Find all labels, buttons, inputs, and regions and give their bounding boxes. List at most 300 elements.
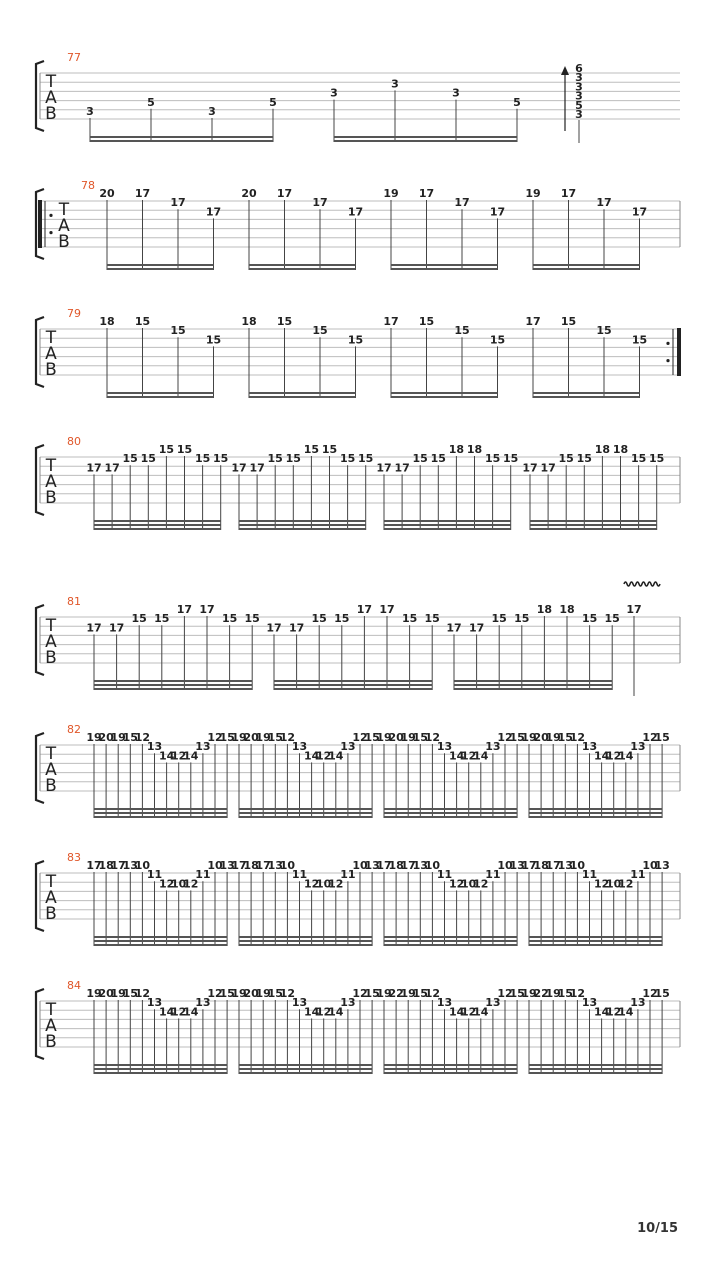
fret-number: 13	[557, 859, 573, 872]
fret-number: 17	[86, 461, 102, 475]
fret-number: 19	[383, 187, 399, 200]
tab-system-82	[36, 723, 680, 818]
beam	[391, 396, 498, 398]
fret-number: 18	[612, 443, 629, 456]
tab-clef-letter: B	[45, 488, 57, 508]
beam	[529, 1068, 662, 1070]
beam	[90, 136, 273, 138]
fret-number: 20	[98, 731, 114, 744]
fret-number: 19	[86, 987, 102, 1000]
fret-number: 15	[122, 731, 138, 744]
tab-system-81	[36, 582, 680, 696]
beam	[239, 528, 366, 530]
fret-number: 13	[654, 859, 670, 872]
fret-number: 12	[158, 877, 175, 891]
fret-number: 12	[497, 731, 513, 744]
beam	[529, 944, 662, 946]
fret-number: 12	[606, 1005, 622, 1019]
fret-number: 19	[376, 731, 392, 744]
fret-number: 3	[86, 105, 94, 118]
fret-number: 15	[334, 612, 350, 626]
fret-number: 15	[276, 315, 293, 328]
fret-number: 19	[521, 987, 537, 1000]
fret-number: 13	[122, 859, 138, 872]
beam	[529, 1072, 662, 1074]
fret-number: 17	[170, 196, 186, 210]
fret-number: 18	[243, 859, 259, 872]
fret-number: 19	[110, 731, 126, 744]
beam-group	[376, 859, 524, 946]
fret-number: 3	[330, 86, 338, 100]
tab-clef-letter: A	[58, 216, 70, 236]
fret-number: 17	[446, 621, 462, 635]
fret-number: 13	[412, 859, 428, 872]
fret-number: 17	[86, 859, 102, 872]
tab-clef-letter: T	[45, 328, 57, 348]
fret-number: 15	[134, 315, 151, 328]
beam	[530, 520, 657, 522]
fret-number: 13	[267, 859, 283, 872]
fret-number: 12	[618, 877, 634, 891]
measure-number: 84	[67, 979, 81, 992]
tab-clef-letter: T	[45, 72, 57, 92]
fret-number: 15	[176, 443, 193, 456]
fret-number: 15	[219, 731, 235, 744]
fret-number: 15	[558, 452, 574, 466]
fret-number: 12	[328, 877, 344, 891]
fret-number: 18	[533, 859, 549, 872]
fret-number: 15	[347, 333, 364, 347]
fret-number: 10	[569, 859, 586, 872]
tab-system-77	[36, 51, 680, 143]
fret-number: 14	[158, 749, 175, 763]
fret-number: 10	[497, 859, 513, 872]
beam	[529, 812, 662, 814]
fret-number: 17	[631, 205, 648, 219]
fret-number: 14	[618, 1005, 634, 1019]
fret-number: 5	[147, 95, 155, 109]
tab-clef-letter: B	[45, 776, 57, 796]
tab-clef-letter: T	[45, 616, 57, 636]
fret-number: 15	[418, 315, 435, 328]
fret-number: 3	[452, 86, 460, 100]
beam	[94, 936, 227, 938]
beam	[529, 808, 662, 810]
beam	[239, 944, 372, 946]
fret-number: 3	[208, 105, 216, 118]
fret-number: 19	[525, 187, 541, 200]
fret-number: 12	[134, 987, 151, 1000]
fret-number: 15	[557, 987, 573, 1000]
beam	[239, 1072, 372, 1074]
fret-number: 18	[448, 443, 465, 456]
beam	[533, 392, 640, 394]
beam	[384, 816, 517, 818]
fret-number: 10	[316, 877, 332, 891]
fret-number: 17	[347, 205, 364, 219]
fret-number: 15	[412, 731, 428, 744]
fret-number: 13	[485, 996, 501, 1010]
fret-number: 14	[448, 1005, 465, 1019]
fret-number: 13	[195, 740, 211, 754]
fret-number: 15	[509, 987, 525, 1000]
fret-number: 15	[514, 612, 530, 626]
fret-number: 12	[642, 731, 658, 744]
beam	[239, 940, 372, 942]
beam	[239, 1068, 372, 1070]
fret-number: 10	[424, 859, 441, 872]
fret-number: 10	[461, 877, 477, 891]
fret-number: 12	[448, 877, 465, 891]
beam	[454, 680, 612, 682]
fret-number: 17	[356, 603, 373, 616]
repeat-dot	[49, 231, 52, 234]
fret-number: 15	[364, 987, 380, 1000]
beam-group	[521, 859, 669, 946]
fret-number: 11	[485, 868, 501, 882]
chord-fret-number: 3	[575, 71, 583, 85]
beam	[94, 812, 227, 814]
beam-group	[266, 603, 440, 690]
fret-number: 20	[388, 731, 404, 744]
fret-number: 18	[536, 603, 553, 616]
fret-number: 12	[424, 987, 441, 1000]
fret-number: 10	[606, 877, 622, 891]
fret-number: 15	[424, 612, 440, 626]
tab-system-78	[36, 179, 680, 270]
beam	[530, 524, 657, 526]
vibrato-icon	[624, 582, 660, 586]
fret-number: 15	[194, 452, 211, 466]
fret-number: 13	[436, 740, 453, 754]
fret-number: 18	[99, 315, 115, 328]
tab-clef-letter: B	[45, 648, 57, 668]
fret-number: 17	[376, 859, 392, 872]
fret-number: 15	[654, 731, 670, 744]
fret-number: 15	[557, 731, 573, 744]
fret-number: 17	[560, 187, 577, 200]
fret-number: 15	[205, 333, 222, 347]
beam-group	[521, 731, 669, 818]
fret-number: 15	[581, 612, 598, 626]
beam	[529, 816, 662, 818]
fret-number: 19	[110, 987, 126, 1000]
fret-number: 11	[340, 868, 356, 882]
repeat-start-thick-bar	[38, 200, 42, 248]
fret-number: 15	[122, 987, 138, 1000]
beam	[334, 136, 517, 138]
beam-group	[86, 731, 234, 818]
fret-number: 12	[316, 749, 332, 763]
tab-system-80	[36, 435, 680, 530]
fret-number: 15	[412, 987, 428, 1000]
fret-number: 14	[448, 749, 465, 763]
beam	[391, 392, 498, 394]
fret-number: 15	[170, 324, 186, 338]
beam	[384, 940, 517, 942]
fret-number: 15	[430, 452, 446, 466]
fret-number: 17	[276, 187, 293, 200]
fret-number: 13	[364, 859, 380, 872]
fret-number: 13	[630, 740, 646, 754]
tab-system-84	[36, 979, 680, 1074]
fret-number: 15	[401, 612, 418, 626]
fret-number: 17	[176, 603, 193, 616]
fret-number: 17	[626, 603, 642, 616]
fret-number: 14	[473, 749, 489, 763]
beam	[533, 264, 640, 266]
beam	[334, 140, 517, 142]
fret-number: 15	[491, 612, 507, 626]
fret-number: 15	[213, 452, 229, 466]
fret-number: 13	[630, 996, 646, 1010]
fret-number: 12	[207, 731, 223, 744]
fret-number: 15	[154, 612, 170, 626]
beam	[94, 1064, 227, 1066]
fret-number: 18	[559, 603, 575, 616]
fret-number: 17	[86, 621, 102, 635]
beam	[239, 812, 372, 814]
beam-group	[521, 987, 669, 1074]
beam	[94, 528, 221, 530]
tab-clef-letter: B	[45, 1032, 57, 1052]
measure-number: 80	[67, 435, 81, 448]
fret-number: 15	[489, 333, 506, 347]
beam-group	[231, 987, 379, 1074]
fret-number: 10	[171, 877, 187, 891]
tab-clef-letter: A	[45, 88, 57, 108]
chord-fret-number: 5	[575, 98, 583, 112]
fret-number: 17	[134, 187, 151, 200]
fret-number: 15	[412, 452, 428, 466]
beam	[384, 524, 511, 526]
beam	[533, 396, 640, 398]
fret-number: 12	[473, 877, 489, 891]
tab-clef-letter: A	[45, 1016, 57, 1036]
tab-clef-letter: B	[58, 232, 70, 252]
fret-number: 22	[533, 987, 549, 1000]
beam	[239, 520, 366, 522]
fret-number: 15	[503, 452, 519, 466]
fret-number: 15	[158, 443, 175, 456]
beam	[94, 940, 227, 942]
fret-number: 18	[241, 315, 257, 328]
tab-clef-letter: B	[45, 104, 57, 124]
beam	[94, 944, 227, 946]
fret-number: 15	[267, 987, 283, 1000]
beam	[239, 936, 372, 938]
fret-number: 17	[525, 315, 541, 328]
tab-system-83	[36, 851, 680, 946]
beam-group	[231, 443, 373, 530]
beam	[384, 812, 517, 814]
fret-number: 15	[509, 731, 525, 744]
tab-clef-letter: A	[45, 472, 57, 492]
fret-number: 13	[340, 740, 356, 754]
fret-number: 15	[631, 333, 648, 347]
fret-number: 15	[221, 612, 238, 626]
fret-number: 12	[183, 877, 199, 891]
beam-group	[231, 731, 379, 818]
fret-number: 17	[489, 205, 506, 219]
beam	[384, 528, 511, 530]
fret-number: 11	[630, 868, 646, 882]
fret-number: 17	[468, 621, 485, 635]
fret-number: 17	[199, 603, 215, 616]
measure-number: 77	[67, 51, 81, 64]
fret-number: 17	[205, 205, 222, 219]
beam	[533, 268, 640, 270]
beam	[94, 1072, 227, 1074]
beam	[107, 268, 214, 270]
fret-number: 19	[521, 731, 537, 744]
fret-number: 17	[596, 196, 612, 210]
beam-group	[446, 603, 620, 690]
arpeggio-arrow-icon	[561, 66, 569, 75]
fret-number: 14	[183, 1005, 199, 1019]
fret-number: 14	[158, 1005, 175, 1019]
fret-number: 18	[594, 443, 611, 456]
beam	[94, 684, 252, 686]
fret-number: 13	[436, 996, 453, 1010]
fret-number: 17	[379, 603, 395, 616]
fret-number: 19	[400, 987, 416, 1000]
fret-number: 19	[255, 987, 271, 1000]
chord-fret-number: 6	[575, 62, 583, 75]
tab-clef-letter: A	[45, 760, 57, 780]
beam	[249, 392, 356, 394]
fret-number: 17	[394, 461, 410, 475]
beam-group	[231, 859, 379, 946]
fret-number: 12	[352, 731, 368, 744]
tab-clef-letter: T	[45, 872, 57, 892]
fret-number: 14	[473, 1005, 489, 1019]
fret-number: 12	[569, 731, 586, 744]
fret-number: 12	[134, 731, 151, 744]
fret-number: 14	[593, 1005, 610, 1019]
fret-number: 17	[383, 315, 399, 328]
chord-fret-number: 3	[575, 80, 583, 94]
fret-number: 17	[376, 461, 392, 475]
fret-number: 17	[400, 859, 416, 872]
fret-number: 17	[521, 859, 537, 872]
chord-fret-number: 3	[575, 108, 583, 121]
fret-number: 17	[110, 859, 126, 872]
fret-number: 14	[593, 749, 610, 763]
beam	[384, 808, 517, 810]
fret-number: 15	[358, 452, 374, 466]
tab-clef-letter: T	[45, 744, 57, 764]
fret-number: 12	[593, 877, 610, 891]
fret-number: 13	[509, 859, 525, 872]
beam	[239, 816, 372, 818]
fret-number: 17	[255, 859, 271, 872]
beam	[239, 808, 372, 810]
measure-number: 78	[81, 179, 95, 192]
repeat-dot	[49, 214, 52, 217]
fret-number: 12	[316, 1005, 332, 1019]
fret-number: 15	[364, 731, 380, 744]
fret-number: 11	[581, 868, 598, 882]
fret-number: 15	[596, 324, 612, 338]
fret-number: 13	[219, 859, 235, 872]
fret-number: 12	[171, 749, 187, 763]
fret-number: 13	[485, 740, 501, 754]
fret-number: 18	[98, 859, 114, 872]
beam-group	[86, 859, 234, 946]
fret-number: 12	[424, 731, 441, 744]
beam	[249, 396, 356, 398]
fret-number: 13	[146, 740, 163, 754]
fret-number: 14	[303, 1005, 320, 1019]
beam-group	[376, 731, 524, 818]
beam	[94, 808, 227, 810]
fret-number: 15	[321, 443, 338, 456]
tab-system-79	[36, 307, 681, 398]
beam-group	[376, 443, 518, 530]
fret-number: 15	[219, 987, 235, 1000]
chord-stack	[561, 62, 583, 143]
fret-number: 15	[339, 452, 356, 466]
fret-number: 12	[461, 1005, 477, 1019]
beam-group	[376, 987, 524, 1074]
beam-group	[522, 443, 664, 530]
beam	[391, 268, 498, 270]
fret-number: 5	[269, 95, 277, 109]
chord-fret-number: 3	[575, 89, 583, 103]
beam	[530, 528, 657, 530]
fret-number: 11	[146, 868, 163, 882]
fret-number: 15	[576, 452, 592, 466]
fret-number: 12	[461, 749, 477, 763]
fret-number: 20	[99, 187, 115, 200]
repeat-end-thick-bar	[677, 328, 681, 376]
beam	[274, 684, 432, 686]
fret-number: 15	[131, 612, 147, 626]
fret-number: 14	[328, 1005, 344, 1019]
fret-number: 20	[533, 731, 549, 744]
tab-clef-letter: T	[58, 200, 70, 220]
beam	[94, 680, 252, 682]
fret-number: 20	[243, 987, 259, 1000]
beam	[384, 944, 517, 946]
fret-number: 19	[231, 731, 247, 744]
fret-number: 12	[642, 987, 658, 1000]
fret-number: 17	[454, 196, 470, 210]
fret-number: 15	[267, 452, 283, 466]
beam	[239, 1064, 372, 1066]
tab-clef-letter: A	[45, 888, 57, 908]
fret-number: 22	[388, 987, 404, 1000]
fret-number: 13	[146, 996, 163, 1010]
measure-number: 83	[67, 851, 81, 864]
beam	[274, 688, 432, 690]
fret-number: 17	[540, 461, 556, 475]
fret-number: 12	[303, 877, 320, 891]
repeat-dot	[666, 359, 669, 362]
beam	[94, 520, 221, 522]
fret-number: 13	[340, 996, 356, 1010]
beam	[454, 684, 612, 686]
fret-number: 18	[466, 443, 483, 456]
beam	[94, 816, 227, 818]
fret-number: 19	[545, 731, 561, 744]
fret-number: 13	[581, 996, 598, 1010]
fret-number: 17	[231, 461, 247, 475]
fret-number: 17	[104, 461, 120, 475]
fret-number: 20	[98, 987, 114, 1000]
fret-number: 18	[388, 859, 404, 872]
